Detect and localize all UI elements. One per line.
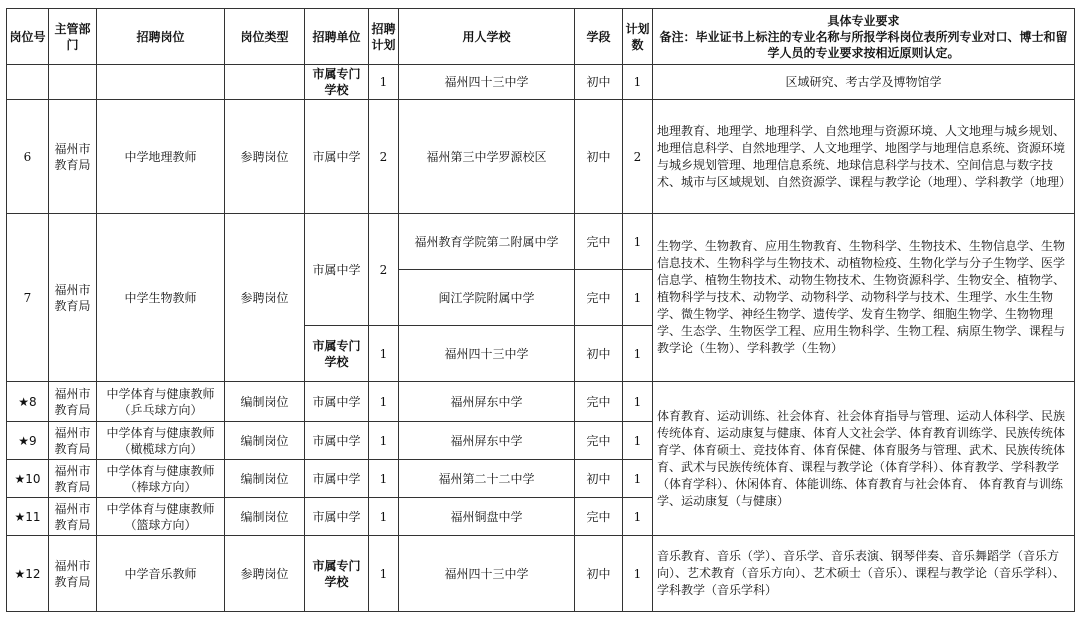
unit-cell: 市属专门学校 <box>305 65 369 100</box>
dept-cell: 福州市教育局 <box>49 460 97 498</box>
header-plan: 招聘计划 <box>369 9 399 65</box>
stage-cell: 初中 <box>575 65 623 100</box>
plan-cell: 1 <box>369 460 399 498</box>
header-row <box>7 9 1075 65</box>
table-row <box>7 214 1075 270</box>
requirements-cell: 区域研究、考古学及博物馆学 <box>653 65 1075 100</box>
post-type-cell: 参聘岗位 <box>225 100 305 214</box>
post-type-cell: 编制岗位 <box>225 460 305 498</box>
post-no-cell: ★11 <box>7 498 49 536</box>
position-cell: 中学地理教师 <box>97 100 225 214</box>
stage-cell: 完中 <box>575 498 623 536</box>
table-row <box>7 382 1075 422</box>
requirements-cell: 音乐教育、音乐（学）、音乐学、音乐表演、钢琴伴奏、音乐舞蹈学（音乐方向）、艺术教育（音乐方向）、艺术硕士（音乐）、课程与教学论（音乐学科）、学科教学（音乐学科） <box>653 536 1075 612</box>
header-plan-count: 计划数 <box>623 9 653 65</box>
header-stage: 学段 <box>575 9 623 65</box>
count-cell: 2 <box>623 100 653 214</box>
requirements-cell: 体育教育、运动训练、社会体育、社会体育指导与管理、运动人体科学、民族传统体育、运动康复与健康、体育人文社会学、体育教育训练学、民族传统体育学、体育硕士、竞技体育、体育保健、体育服务与管理、武术、民族传统体育、武术与民族传统体育、课程与教学论（体育学科）、体育教学、学科教学（体育学科）、休闲体育、体能训练、体育教育与社会体育、 体育教育与训练学、运动康复（与健康） <box>653 382 1075 536</box>
school-cell: 福州教育学院第二附属中学 <box>399 214 575 270</box>
plan-cell: 2 <box>369 100 399 214</box>
stage-cell: 初中 <box>575 460 623 498</box>
post-no-cell: ★12 <box>7 536 49 612</box>
requirements-note: 备注：毕业证书上标注的专业名称与所报学科岗位表所列专业对口、博士和留学人员的专业要求按相近原则认定。 <box>659 29 1068 60</box>
header-unit: 招聘单位 <box>305 9 369 65</box>
count-cell: 1 <box>623 382 653 422</box>
unit-cell: 市属专门学校 <box>305 326 369 382</box>
requirements-cell: 生物学、生物教育、应用生物教育、生物科学、生物技术、生物信息学、生物信息技术、生物科学与生物技术、动植物检疫、生物化学与分子生物学、医学信息学、植物生物技术、动物生物技术、生物资源科学、生物安全、植物学、植物科学与技术、动物学、动物科学、动物科学与技术、生理学、水生生物学、微生物学、神经生物学、遗传学、发育生物学、细胞生物学、生物物理学、生态学、生物医学工程、应用生物科学、生物工程、病原生物学、课程与教学论（生物）、学科教学（生物） <box>653 214 1075 382</box>
school-cell: 闽江学院附属中学 <box>399 270 575 326</box>
school-cell: 福州第二十二中学 <box>399 460 575 498</box>
requirements-cell: 地理教育、地理学、地理科学、自然地理与资源环境、人文地理与城乡规划、地理信息科学、自然地理学、人文地理学、地图学与地理信息系统、资源环境与城乡规划管理、地理信息系统、地球信息科学与技术、空间信息与数字技术、城市与区域规划、自然资源学、课程与教学论（地理）、学科教学（地理） <box>653 100 1075 214</box>
header-school: 用人学校 <box>399 9 575 65</box>
header-requirements <box>653 9 1075 65</box>
header-position: 招聘岗位 <box>97 9 225 65</box>
post-type-cell: 参聘岗位 <box>225 536 305 612</box>
position-cell: 中学体育与健康教师（棒球方向） <box>97 460 225 498</box>
school-cell: 福州第三中学罗源校区 <box>399 100 575 214</box>
count-cell: 1 <box>623 422 653 460</box>
school-cell: 福州屏东中学 <box>399 382 575 422</box>
unit-cell: 市属中学 <box>305 460 369 498</box>
plan-cell: 1 <box>369 536 399 612</box>
dept-cell: 福州市教育局 <box>49 422 97 460</box>
plan-cell: 1 <box>369 326 399 382</box>
dept-cell: 福州市教育局 <box>49 536 97 612</box>
unit-cell: 市属中学 <box>305 498 369 536</box>
school-cell: 福州四十三中学 <box>399 536 575 612</box>
plan-cell: 1 <box>369 498 399 536</box>
post-no-cell: ★8 <box>7 382 49 422</box>
stage-cell: 完中 <box>575 382 623 422</box>
dept-cell: 福州市教育局 <box>49 214 97 382</box>
position-cell: 中学体育与健康教师（乒乓球方向） <box>97 382 225 422</box>
stage-cell: 初中 <box>575 536 623 612</box>
position-cell: 中学音乐教师 <box>97 536 225 612</box>
count-cell: 1 <box>623 270 653 326</box>
post-type-cell: 编制岗位 <box>225 422 305 460</box>
stage-cell: 完中 <box>575 422 623 460</box>
dept-cell: 福州市教育局 <box>49 100 97 214</box>
count-cell: 1 <box>623 326 653 382</box>
unit-cell: 市属中学 <box>305 422 369 460</box>
count-cell: 1 <box>623 498 653 536</box>
school-cell: 福州四十三中学 <box>399 65 575 100</box>
post-no-cell: ★10 <box>7 460 49 498</box>
plan-cell: 1 <box>369 382 399 422</box>
count-cell: 1 <box>623 460 653 498</box>
post-type-cell: 编制岗位 <box>225 498 305 536</box>
count-cell: 1 <box>623 214 653 270</box>
count-cell: 1 <box>623 65 653 100</box>
school-cell: 福州屏东中学 <box>399 422 575 460</box>
position-cell: 中学体育与健康教师（篮球方向） <box>97 498 225 536</box>
stage-cell: 初中 <box>575 100 623 214</box>
post-type-cell: 编制岗位 <box>225 382 305 422</box>
unit-cell: 市属中学 <box>305 100 369 214</box>
stage-cell: 初中 <box>575 326 623 382</box>
stage-cell: 完中 <box>575 270 623 326</box>
school-cell: 福州铜盘中学 <box>399 498 575 536</box>
table-row <box>7 536 1075 612</box>
count-cell: 1 <box>623 536 653 612</box>
school-cell: 福州四十三中学 <box>399 326 575 382</box>
recruitment-table <box>6 8 1075 612</box>
header-post-type: 岗位类型 <box>225 9 305 65</box>
position-cell: 中学生物教师 <box>97 214 225 382</box>
header-post-no: 岗位号 <box>7 9 49 65</box>
unit-cell: 市属中学 <box>305 214 369 326</box>
table-row <box>7 65 1075 100</box>
plan-cell: 1 <box>369 422 399 460</box>
post-no-cell: 6 <box>7 100 49 214</box>
dept-cell: 福州市教育局 <box>49 382 97 422</box>
post-no-cell: 7 <box>7 214 49 382</box>
position-cell: 中学体育与健康教师（橄榄球方向） <box>97 422 225 460</box>
plan-cell: 1 <box>369 65 399 100</box>
post-type-cell: 参聘岗位 <box>225 214 305 382</box>
plan-cell: 2 <box>369 214 399 326</box>
dept-cell: 福州市教育局 <box>49 498 97 536</box>
table-row <box>7 100 1075 214</box>
requirements-title: 具体专业要求 <box>827 13 900 28</box>
unit-cell: 市属专门学校 <box>305 536 369 612</box>
header-dept: 主管部门 <box>49 9 97 65</box>
unit-cell: 市属中学 <box>305 382 369 422</box>
post-no-cell: ★9 <box>7 422 49 460</box>
stage-cell: 完中 <box>575 214 623 270</box>
